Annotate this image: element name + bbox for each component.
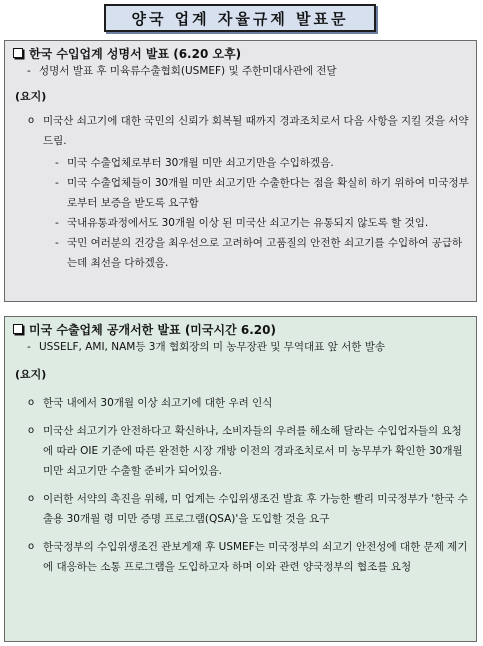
dash-icon: - [27, 65, 31, 77]
sub-item-text: 국내유통과정에서도 30개월 이상 된 미국산 쇠고기는 유통되지 않도록 할 것임. [67, 217, 429, 229]
list-item-text: 한국정부의 수입위생조건 관보게재 후 USMEF는 미국정부의 쇠고기 안전성에 대한 문제 제기에 대응하는 소통 프로그램을 도입하고자 하며 이와 관련 양국정부의 협조를 요청 [43, 541, 468, 573]
list-item-text: 미국산 쇠고기가 안전하다고 확신하나, 소비자들의 우려를 해소해 달라는 수입업자들의 요청에 따라 OIE 기준에 따른 완전한 시장 개방 이전의 경과조치로서 미 농무부가 확인한 30개월 미만 쇠고기만 수출할 준비가 되어있음. [43, 425, 463, 477]
circle-bullet-icon: o [28, 493, 35, 504]
dash-icon: - [27, 341, 31, 353]
section-intro [11, 337, 470, 357]
list-item [11, 537, 470, 577]
page-title: 양국 업계 자율규제 발표문 [104, 4, 376, 32]
checkbox-square-icon [13, 48, 23, 58]
list-item [11, 393, 470, 413]
checkbox-square-icon [13, 324, 23, 334]
circle-bullet-icon: o [28, 541, 35, 552]
section-intro-text: 성명서 발표 후 미육류수출협회(USMEF) 및 주한미대사관에 전달 [39, 65, 337, 77]
section-intro [11, 61, 470, 81]
list-item-text: 이러한 서약의 촉진을 위해, 미 업계는 수입위생조건 발효 후 가능한 빨리 미국정부가 '한국 수출용 30개월 령 미만 증명 프로그램(QSA)'을 도입할 것을 요구 [43, 493, 468, 525]
section-heading-text: 한국 수입업계 성명서 발표 (6.20 오후) [29, 46, 242, 61]
sub-item [11, 233, 470, 273]
sub-item-text: 미국 수출업체로부터 30개월 미만 쇠고기만을 수입하겠음. [67, 157, 334, 169]
list-item [11, 489, 470, 529]
section-us-exporters [4, 316, 477, 642]
dash-icon: - [55, 217, 59, 229]
main-point [11, 111, 470, 151]
section-heading [13, 45, 470, 61]
dash-icon: - [55, 157, 59, 169]
sub-item-text: 미국 수출업체들이 30개월 미만 쇠고기만 수출한다는 점을 확실히 하기 위하여 미국정부로부터 보증을 받도록 요구함 [67, 177, 469, 209]
sub-item [11, 153, 470, 173]
dash-icon: - [55, 177, 59, 189]
section-heading-text: 미국 수출업체 공개서한 발표 (미국시간 6.20) [29, 322, 276, 337]
sub-item-text: 국민 여러분의 건강을 최우선으로 고려하여 고품질의 안전한 쇠고기를 수입하여 공급하는데 최선을 다하겠음. [67, 237, 463, 269]
section-heading [13, 321, 470, 337]
list-item-text: 한국 내에서 30개월 이상 쇠고기에 대한 우려 인식 [43, 397, 273, 409]
dash-icon: - [55, 237, 59, 249]
circle-bullet-icon: o [28, 425, 35, 436]
section-korea-importers [4, 40, 477, 302]
main-point-text: 미국산 쇠고기에 대한 국민의 신뢰가 회복될 때까지 경과조치로서 다음 사항을 지킬 것을 서약드림. [43, 115, 469, 147]
summary-label: (요지) [15, 368, 47, 381]
circle-bullet-icon: o [28, 397, 35, 408]
list-item [11, 421, 470, 481]
summary-label: (요지) [15, 90, 47, 103]
sub-item [11, 213, 470, 233]
sub-item [11, 173, 470, 213]
circle-bullet-icon: o [28, 115, 35, 126]
section-intro-text: USSELF, AMI, NAM등 3개 협회장의 미 농무장관 및 무역대표 앞 서한 발송 [39, 341, 386, 353]
